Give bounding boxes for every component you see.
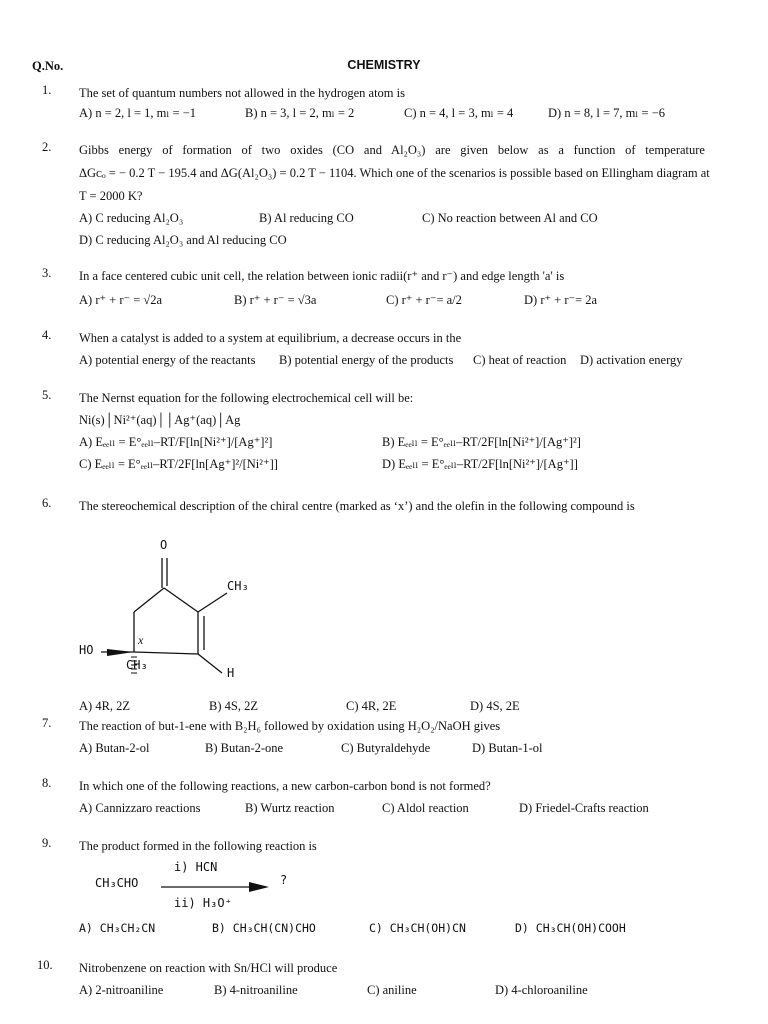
option-a: A) 4R, 2Z [79,699,131,713]
reaction-scheme [79,858,705,918]
option-b: B) r⁺ + r⁻ = √3a [234,293,317,307]
option-d: D) 4S, 2E [470,699,520,713]
question-text-line-1: Gibbs energy of formation of two oxides (CO and Al₂O₃) are given below as a function of temperature [79,143,705,157]
hydroxyl-label: HO [79,643,94,657]
option-b: B) Eₑₑₗₗ = E°ₑₑₗₗ–RT/2F[ln[Ni²⁺]/[Ag⁺]²] [382,435,581,449]
option-b: B) n = 3, l = 2, mₗ = 2 [245,106,355,120]
structure-bonds [79,516,309,676]
hydrogen-label: H [227,666,235,680]
question-text-line-2: ΔGᴄₒ = − 0.2 T − 195.4 and ΔG(Al₂O₃) = 0.2 T − 1104. Which one of the scenarios is possible based on Ellingham diagram at [79,166,710,180]
question-number: 9. [42,836,52,850]
option-d: D) Friedel-Crafts reaction [519,801,649,815]
question-text: The Nernst equation for the following electrochemical cell will be: [79,391,414,405]
page-title: CHEMISTRY [347,58,421,72]
option-a: A) Cannizzaro reactions [79,801,201,815]
question-text: Nitrobenzene on reaction with Sn/HCl will produce [79,961,338,975]
option-a: A) CH₃CH₂CN [79,921,156,935]
question-number: 1. [42,83,52,97]
question-text-line-3: T = 2000 K? [79,189,143,203]
reactant: CH₃CHO [95,876,139,890]
option-c: C) r⁺ + r⁻= a/2 [386,293,462,307]
chemical-structure [79,516,309,680]
option-c: C) 4R, 2E [346,699,397,713]
option-d: D) r⁺ + r⁻= 2a [524,293,598,307]
option-a: A) potential energy of the reactants [79,353,256,367]
question-text: The stereochemical description of the chiral centre (marked as ‘x’) and the olefin in the following compound is [79,499,635,513]
question-number: 8. [42,776,52,790]
option-a: A) 2-nitroaniline [79,983,164,997]
question-number: 7. [42,716,52,730]
reagent-step-1: i) HCN [174,860,218,874]
question-text: When a catalyst is added to a system at equilibrium, a decrease occurs in the [79,331,462,345]
option-a: A) r⁺ + r⁻ = √2a [79,293,163,307]
question-text: The product formed in the following reaction is [79,839,317,853]
option-a: A) Butan-2-ol [79,741,150,755]
option-c: C) Aldol reaction [382,801,469,815]
option-c: C) n = 4, l = 3, mₗ = 4 [404,106,514,120]
methyl-label-bottom: CH₃ [126,658,148,672]
option-b: B) Al reducing CO [259,211,354,225]
question-number: 5. [42,388,52,402]
option-d: D) Butan-1-ol [472,741,543,755]
option-d: D) n = 8, l = 7, mₗ = −6 [548,106,665,120]
question-number: 4. [42,328,52,342]
option-c: C) CH₃CH(OH)CN [369,921,466,935]
option-c: C) Butyraldehyde [341,741,431,755]
option-b: B) 4S, 2Z [209,699,258,713]
question-text: The set of quantum numbers not allowed in the hydrogen atom is [79,86,405,100]
option-b: B) 4-nitroaniline [214,983,298,997]
option-c: C) heat of reaction [473,353,567,367]
reaction-product: ? [280,873,288,887]
option-b: B) Butan-2-one [205,741,284,755]
question-text: In which one of the following reactions, a new carbon-carbon bond is not formed? [79,779,491,793]
option-a: A) Eₑₑₗₗ = E°ₑₑₗₗ–RT/F[ln[Ni²⁺]/[Ag⁺]²] [79,435,273,449]
question-text: In a face centered cubic unit cell, the relation between ionic radii(r⁺ and r⁻) and edge length 'a' is [79,269,565,283]
option-b: B) CH₃CH(CN)CHO [212,921,316,935]
option-d: D) 4-chloroaniline [495,983,588,997]
option-d: D) activation energy [580,353,683,367]
oxygen-label: O [160,538,168,552]
option-c: C) aniline [367,983,417,997]
question-number: 6. [42,496,52,510]
question-number: 10. [37,958,53,972]
option-c: C) Eₑₑₗₗ = E°ₑₑₗₗ–RT/2F[ln[Ag⁺]²/[Ni²⁺]] [79,457,278,471]
question-number-header: Q.No. [32,59,64,73]
option-d: D) C reducing Al₂O₃ and Al reducing CO [79,233,287,247]
option-a: A) n = 2, l = 1, mₗ = −1 [79,106,196,120]
option-c: C) No reaction between Al and CO [422,211,598,225]
methyl-label-top: CH₃ [227,579,249,593]
option-d: D) Eₑₑₗₗ = E°ₑₑₗₗ–RT/2F[ln[Ni²⁺]/[Ag⁺]] [382,457,578,471]
electrochemical-cell: Ni(s)│Ni²⁺(aq)││Ag⁺(aq)│Ag [79,413,241,427]
option-a: A) C reducing Al₂O₃ [79,211,184,225]
chiral-centre-marker: x [138,633,144,647]
question-text: The reaction of but-1-ene with B₂H₆ followed by oxidation using H₂O₂/NaOH gives [79,719,501,733]
option-b: B) Wurtz reaction [245,801,335,815]
option-d: D) CH₃CH(OH)COOH [515,921,626,935]
reagent-step-2: ii) H₃O⁺ [174,896,232,910]
reaction-arrow [161,880,271,894]
question-number: 3. [42,266,52,280]
option-b: B) potential energy of the products [279,353,454,367]
question-number: 2. [42,140,52,154]
